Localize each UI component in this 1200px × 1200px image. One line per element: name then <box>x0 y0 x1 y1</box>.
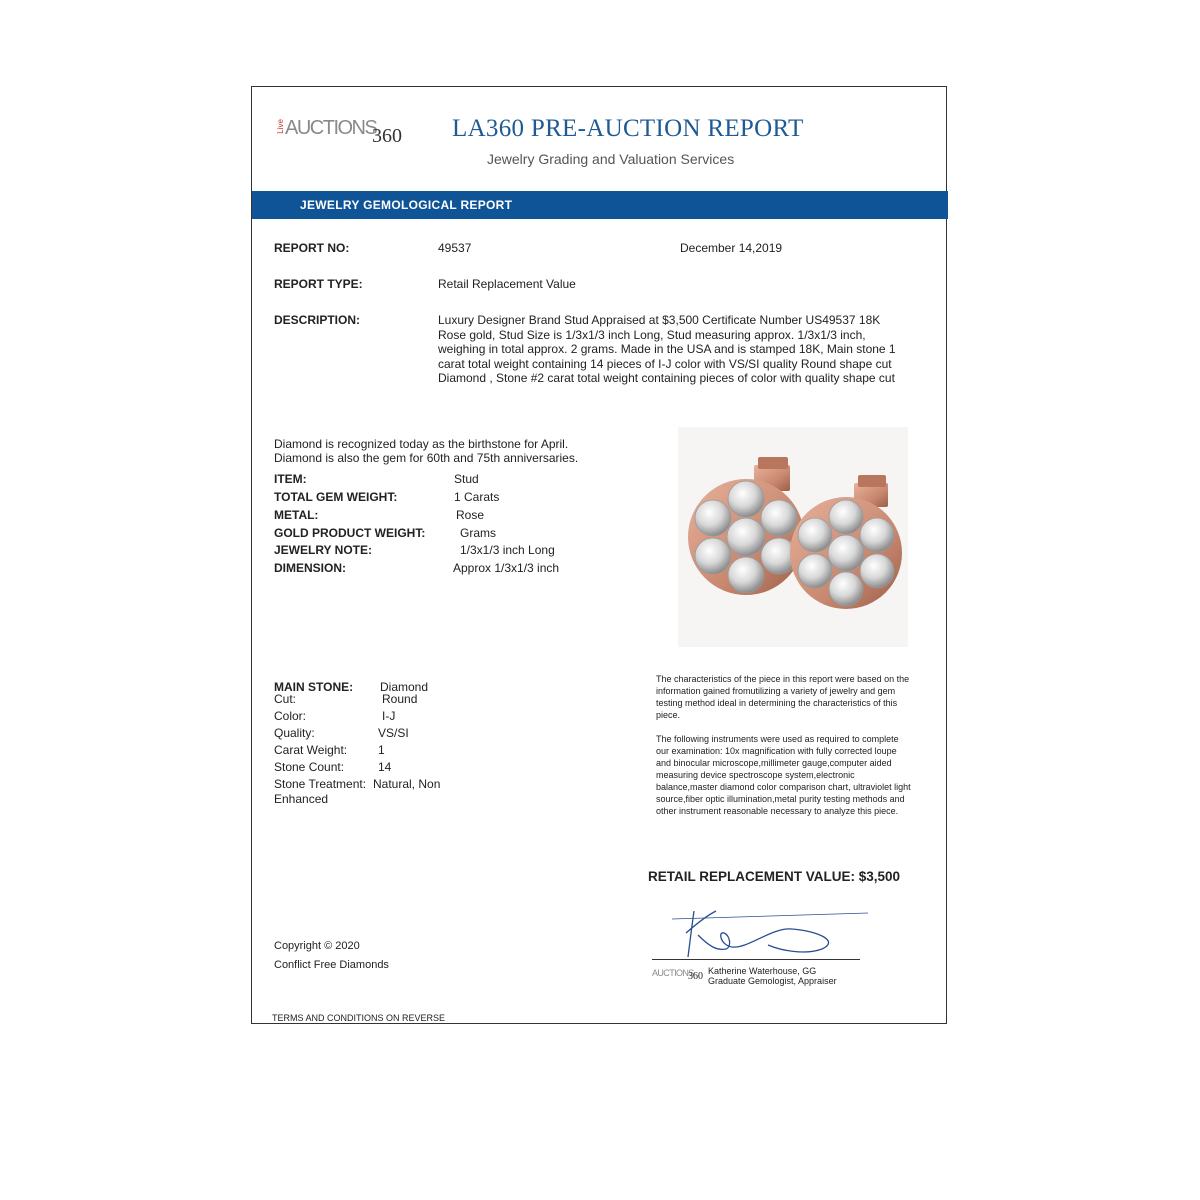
carat-weight-label: Carat Weight: <box>274 743 348 757</box>
jewelry-note-value: 1/3x1/3 inch Long <box>460 543 555 557</box>
signature-line <box>652 959 860 960</box>
report-no-value: 49537 <box>438 241 472 255</box>
stone-count-label: Stone Count: <box>274 760 345 774</box>
logo-live-text: Live <box>276 119 285 134</box>
conflict-free-text: Conflict Free Diamonds <box>274 959 389 971</box>
retail-replacement-value: RETAIL REPLACEMENT VALUE: $3,500 <box>648 869 901 884</box>
copyright-text: Copyright © 2020 <box>274 940 360 952</box>
stone-treatment-value-2: Enhanced <box>274 792 329 806</box>
characteristics-paragraph-1: The characteristics of the piece in this report were based on the information gained fromutilizing a variety of jewelry and gem testing method ideal in determining the characteristics of this piece. <box>656 674 910 720</box>
dimension-value: Approx 1/3x1/3 inch <box>453 561 560 575</box>
quality-label: Quality: <box>274 726 315 740</box>
item-label: ITEM: <box>274 472 307 486</box>
banner-text: JEWELRY GEMOLOGICAL REPORT <box>300 198 513 212</box>
appraiser-signature <box>672 905 872 965</box>
cut-value: Round <box>382 692 418 706</box>
main-stone-label: MAIN STONE: <box>274 680 354 694</box>
stud-earrings-illustration <box>678 427 908 647</box>
characteristics-paragraph-2: The following instruments were used as required to complete our examination: 10x magnification with fully corrected loupe and binocular microscope,millimeter gauge,computer aided measuring device spectroscope system,electronic balance,master diamond color comparison chart, ultraviolet light source,fiber optic illumination,metal purity testing methods and other instrument reasonable necessary to analyze this piece. <box>656 734 911 816</box>
section-banner <box>252 191 948 219</box>
stone-treatment-value: Natural, Non <box>373 777 441 791</box>
cut-label: Cut: <box>274 692 297 706</box>
small-logo-auctions: AUCTIONS <box>652 968 694 978</box>
auctions360-logo <box>276 115 406 155</box>
small-logo <box>652 966 708 982</box>
stone-count-value: 14 <box>378 760 392 774</box>
gold-weight-label: GOLD PRODUCT WEIGHT: <box>274 526 426 540</box>
birthstone-line-1: Diamond is recognized today as the birthstone for April. <box>274 437 569 451</box>
report-no-label: REPORT NO: <box>274 241 350 255</box>
birthstone-note <box>274 437 578 465</box>
main-stone-value: Diamond <box>380 680 429 694</box>
gold-weight-value: Grams <box>460 526 496 540</box>
total-gem-weight-value: 1 Carats <box>454 490 500 504</box>
report-document <box>251 86 947 1024</box>
dimension-label: DIMENSION: <box>274 561 346 575</box>
appraiser-name: Katherine Waterhouse, GG <box>708 966 817 976</box>
description-text: Luxury Designer Brand Stud Appraised at $3,500 Certificate Number US49537 18K Rose gold, Stud Size is 1/3x1/3 inch Long, Stud measuring approx. 1/3x1/3 inch, weighing in total approx. 2 grams. Made in the USA and is stamped 18K, Main stone 1 carat total weight containing 14 pieces of I-J color with VS/SI quality Round shape cut Diamond , Stone #2 carat total weight containing pieces of color with quality shape cut <box>438 313 896 385</box>
report-type-value: Retail Replacement Value <box>438 277 576 291</box>
total-gem-weight-label: TOTAL GEM WEIGHT: <box>274 490 398 504</box>
jewelry-note-label: JEWELRY NOTE: <box>274 543 373 557</box>
terms-text: TERMS AND CONDITIONS ON REVERSE <box>272 1013 446 1023</box>
quality-value: VS/SI <box>378 726 409 740</box>
birthstone-line-2: Diamond is also the gem for 60th and 75th anniversaries. <box>274 451 579 465</box>
description-label: DESCRIPTION: <box>274 313 361 327</box>
appraiser-title: Graduate Gemologist, Appraiser <box>708 976 837 986</box>
metal-label: METAL: <box>274 508 319 522</box>
report-type-label: REPORT TYPE: <box>274 277 363 291</box>
page-title: LA360 PRE-AUCTION REPORT <box>452 115 804 142</box>
logo-360-text: 360 <box>372 125 402 147</box>
logo-auctions-text: AUCTIONS <box>285 117 377 139</box>
carat-weight-value: 1 <box>378 743 385 757</box>
metal-value: Rose <box>456 508 485 522</box>
color-label: Color: <box>274 709 307 723</box>
color-value: I-J <box>382 709 396 723</box>
product-image <box>678 427 908 647</box>
small-logo-360: 360 <box>688 971 703 982</box>
stone-treatment-label: Stone Treatment: <box>274 777 367 791</box>
report-date: December 14,2019 <box>680 241 783 255</box>
item-value: Stud <box>454 472 479 486</box>
page-subtitle: Jewelry Grading and Valuation Services <box>487 151 735 167</box>
